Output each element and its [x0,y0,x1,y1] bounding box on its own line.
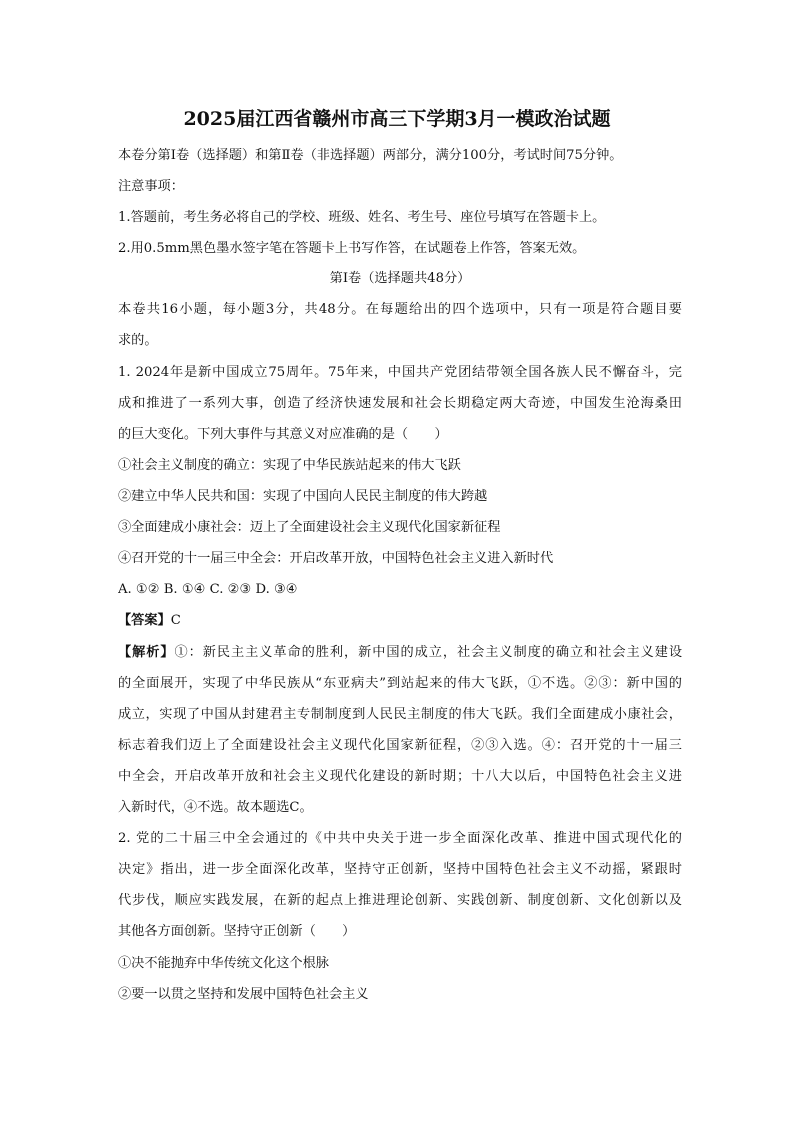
question-1-item-2: ②建立中华人民共和国：实现了中国向人民民主制度的伟大跨越 [118,489,488,504]
question-1-analysis-2: 的全面展开，实现了中华民族从“东亚病夫”到站起来的伟大飞跃，①不选。②③：新中国的 [118,676,682,691]
section-description-cont: 求的。 [118,333,158,348]
exam-intro: 本卷分第Ⅰ卷（选择题）和第Ⅱ卷（非选择题）两部分，满分100分，考试时间75分钟。 [118,148,623,163]
answer-label: 【答案】 [118,613,171,628]
question-2-item-1: ①决不能抛弃中华传统文化这个根脉 [118,956,329,971]
question-1-stem: 1. 2024年是新中国成立75周年。75年来，中国共产党团结带领全国各族人民不懈奋斗，完 [118,365,682,380]
notice-item-2: 2.用0.5mm黑色墨水签字笔在答题卡上书写作答，在试题卷上作答，答案无效。 [118,241,586,256]
section-description: 本卷共16小题，每小题3分，共48分。在每题给出的四个选项中，只有一项是符合题目要 [118,302,682,317]
question-1-analysis [118,643,682,663]
question-1-answer [118,611,682,631]
analysis-label: 【解析】 [118,645,175,660]
question-1-stem-end: 的巨大变化。下列大事件与其意义对应准确的是（ ） [118,427,448,442]
notice-heading: 注意事项： [118,179,184,194]
question-1-options: A. ①② B. ①④ C. ②③ D. ③④ [118,582,298,597]
question-2-stem-cont-2: 代步伐，顺应实践发展，在新的起点上推进理论创新、实践创新、制度创新、文化创新以及 [118,893,682,908]
question-1-item-1: ①社会主义制度的确立：实现了中华民族站起来的伟大飞跃 [118,458,461,473]
question-1-analysis-5: 中全会，开启改革开放和社会主义现代化建设的新时期；十八大以后，中国特色社会主义进 [118,769,682,784]
question-2-item-2: ②要一以贯之坚持和发展中国特色社会主义 [118,987,369,1002]
analysis-text: ①：新民主主义革命的胜利，新中国的成立，社会主义制度的确立和社会主义建设 [174,645,682,660]
answer-value: C [170,613,181,628]
question-1-item-4: ④召开党的十一届三中全会：开启改革开放，中国特色社会主义进入新时代 [118,551,554,566]
question-1-item-3: ③全面建成小康社会：迈上了全面建设社会主义现代化国家新征程 [118,520,501,535]
question-2-stem-end: 其他各方面创新。坚持守正创新（ ） [118,924,356,939]
question-1-analysis-6: 入新时代，④不选。故本题选C。 [118,800,313,815]
question-2-stem: 2. 党的二十届三中全会通过的《中共中央关于进一步全面深化改革、推进中国式现代化的 [118,831,682,846]
question-1-stem-cont: 成和推进了一系列大事，创造了经济快速发展和社会长期稳定两大奇迹，中国发生沧海桑田 [118,396,682,411]
document-title: 2025届江西省赣州市高三下学期3月一模政治试题 [183,108,611,130]
question-1-analysis-4: 标志着我们迈上了全面建设社会主义现代化国家新征程，②③入选。④：召开党的十一届三 [118,738,682,753]
section-title: 第Ⅰ卷（选择题共48分） [329,271,471,286]
question-1-analysis-3: 成立，实现了中国从封建君主专制制度到人民民主制度的伟大飞跃。我们全面建成小康社会， [118,707,682,722]
question-2-stem-cont: 决定》指出，进一步全面深化改革，坚持守正创新，坚持中国特色社会主义不动摇，紧跟时 [118,862,682,877]
notice-item-1: 1.答题前，考生务必将自己的学校、班级、姓名、考生号、座位号填写在答题卡上。 [118,210,606,225]
